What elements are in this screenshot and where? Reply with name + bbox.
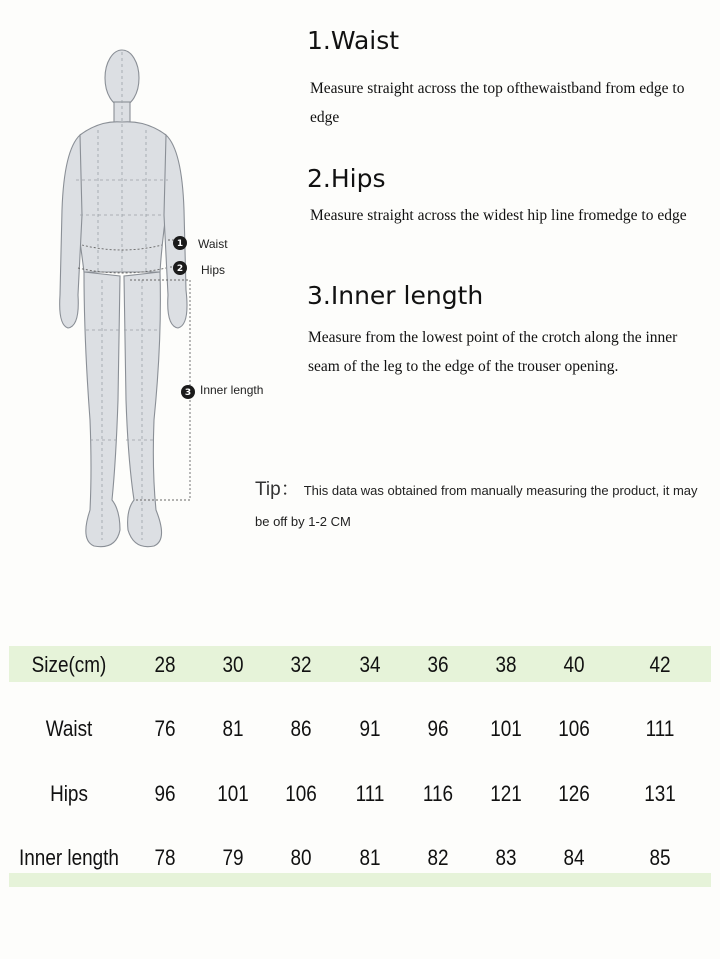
size-cell: 36 xyxy=(427,652,449,677)
table-cell: 111 xyxy=(645,716,675,741)
table-cell: 81 xyxy=(222,716,244,741)
marker-number-2: 2 xyxy=(176,264,184,274)
size-cell: 32 xyxy=(290,652,312,677)
table-cell: 106 xyxy=(285,781,317,806)
row-label-inner-length: Inner length xyxy=(19,845,119,870)
size-header-row xyxy=(9,647,711,683)
table-cell: 121 xyxy=(490,781,522,806)
size-cell: 34 xyxy=(359,652,381,677)
table-cell: 82 xyxy=(427,845,449,870)
size-cell: 40 xyxy=(563,652,585,677)
mannequin-figure xyxy=(50,40,290,560)
table-cell: 101 xyxy=(490,716,522,741)
row-label-waist: Waist xyxy=(45,716,93,741)
table-cell: 80 xyxy=(290,845,312,870)
table-cell: 79 xyxy=(222,845,244,870)
table-cell: 86 xyxy=(290,716,312,741)
size-header-label: Size(cm) xyxy=(31,652,107,677)
table-cell: 76 xyxy=(154,716,176,741)
table-row-inner-length xyxy=(9,840,711,876)
mannequin-illustration xyxy=(50,40,290,560)
table-cell: 78 xyxy=(154,845,176,870)
table-cell: 126 xyxy=(558,781,590,806)
table-cell: 116 xyxy=(422,781,454,806)
table-cell: 85 xyxy=(649,845,671,870)
marker-label-inner-length: Inner length xyxy=(200,383,264,397)
size-cell: 38 xyxy=(495,652,517,677)
size-cell: 42 xyxy=(649,652,671,677)
table-cell: 81 xyxy=(359,845,381,870)
marker-number-1: 1 xyxy=(176,239,184,249)
section-title-hips: 2.Hips xyxy=(307,164,386,193)
table-cell: 131 xyxy=(644,781,676,806)
table-row-hips xyxy=(9,776,711,812)
table-cell: 91 xyxy=(359,716,381,741)
marker-label-hips: Hips xyxy=(201,263,226,277)
section-description-inner-length: Measure from the lowest point of the crotch along the inner seam of the leg to the edge of the trouser opening. xyxy=(308,329,678,375)
size-cell: 28 xyxy=(154,652,176,677)
tip-label: Tip： xyxy=(255,479,300,500)
tip-text: This data was obtained from manually measuring the product, it may be off by 1-2 CM xyxy=(255,483,698,529)
row-label-hips: Hips xyxy=(50,781,88,806)
marker-label-waist: Waist xyxy=(198,237,228,251)
table-row-waist xyxy=(9,711,711,747)
table-cell: 101 xyxy=(217,781,249,806)
table-cell: 111 xyxy=(355,781,385,806)
size-table xyxy=(9,646,711,887)
table-cell: 106 xyxy=(558,716,590,741)
table-cell: 83 xyxy=(495,845,517,870)
tip-note xyxy=(255,474,705,537)
section-description-waist: Measure straight across the top ofthewaistband from edge to edge xyxy=(310,80,685,126)
table-cell: 96 xyxy=(427,716,449,741)
section-title-waist: 1.Waist xyxy=(307,26,400,55)
section-title-inner-length: 3.Inner length xyxy=(307,281,484,310)
section-description-hips: Measure straight across the widest hip line fromedge to edge xyxy=(310,207,687,224)
size-cell: 30 xyxy=(222,652,244,677)
marker-number-3: 3 xyxy=(184,388,192,398)
table-cell: 84 xyxy=(563,845,585,870)
table-cell: 96 xyxy=(154,781,176,806)
